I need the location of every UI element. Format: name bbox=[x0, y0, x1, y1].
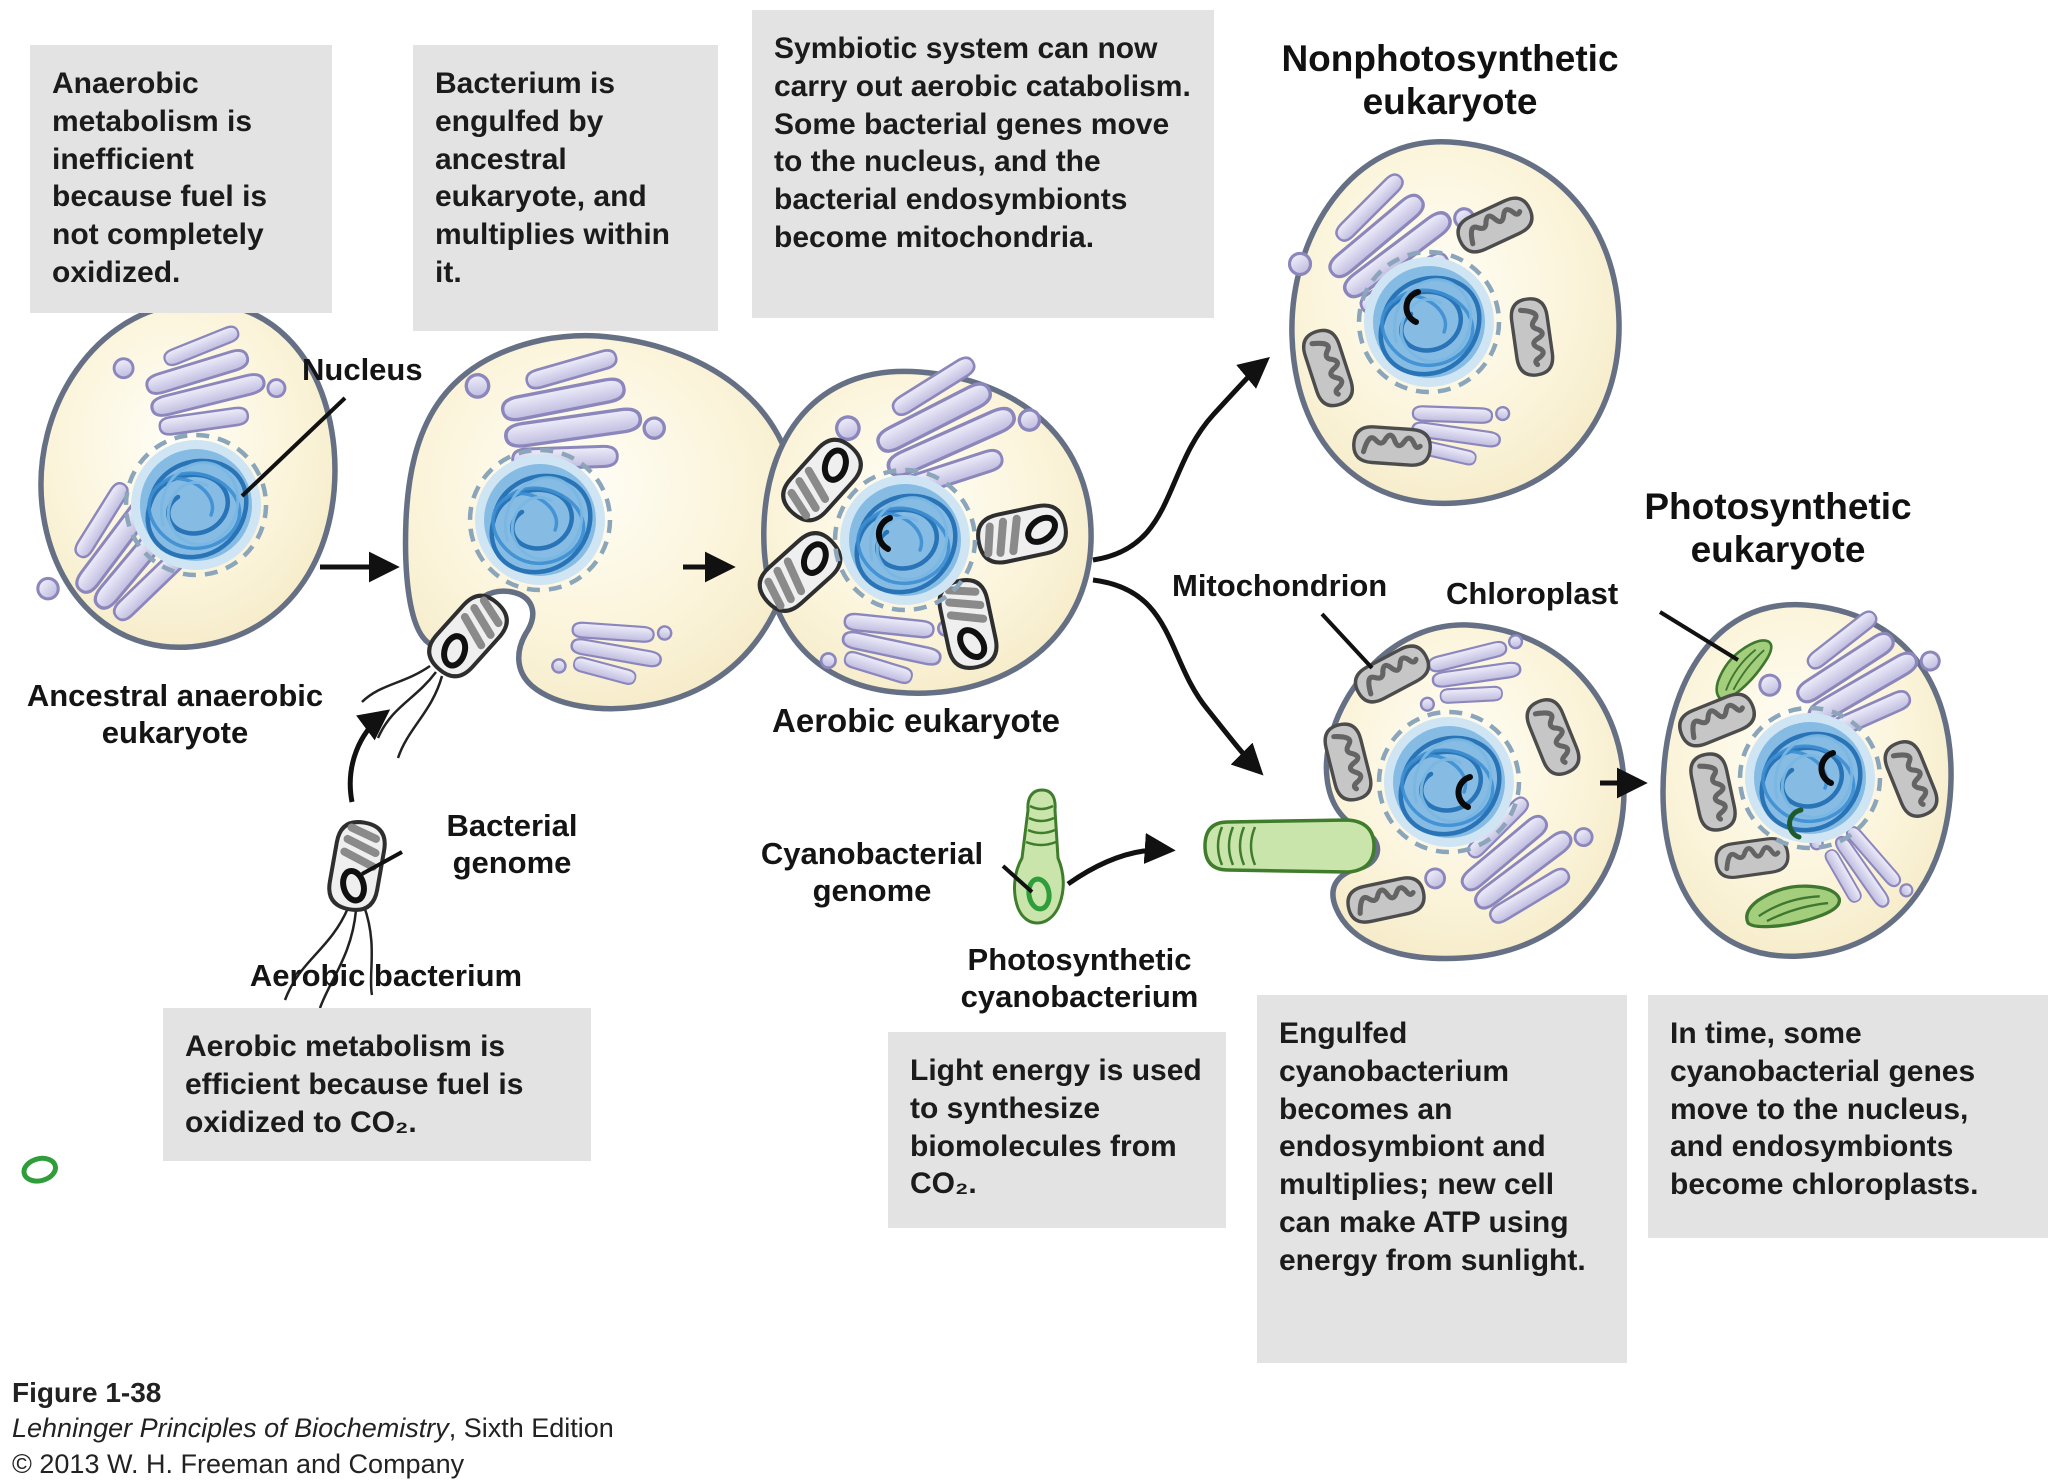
label-aerobic-eukaryote: Aerobic eukaryote bbox=[772, 702, 1060, 739]
callout-anaerobic-metabolism bbox=[30, 45, 332, 313]
callout-text: In time, some cyanobacterial genes move to the nucleus, and endosymbionts become bbox=[1670, 1017, 1976, 1202]
callout-text: Engulfed cyanobacterium becomes an endosymbiont and multiplies; new cell can make ATP using energy from sunlight. bbox=[1279, 1017, 1586, 1277]
callout-text: Aerobic metabolism is efficient because fuel is oxidized to CO₂. bbox=[185, 1030, 524, 1139]
figure-caption bbox=[12, 1374, 614, 1483]
nucleus-graphic bbox=[126, 435, 266, 575]
arrow-cyanobacterium-engulf bbox=[1068, 850, 1168, 884]
cyanobacterial-genome-graphic bbox=[22, 1155, 58, 1184]
callout-symbiotic-system bbox=[752, 10, 1214, 318]
callout-text: Bacterium is engulfed by ancestral eukaryote, and multiplies within it. bbox=[435, 67, 671, 289]
callout-bold-word: chloroplasts. bbox=[1791, 1168, 1979, 1202]
label-ancestral-anaerobic-eukaryote: Ancestral anaerobic eukaryote bbox=[26, 678, 324, 750]
label-aerobic-bacterium: Aerobic bacterium bbox=[249, 958, 523, 993]
flagella bbox=[362, 666, 442, 758]
callout-engulfed-cyanobacterium bbox=[1257, 995, 1627, 1363]
figure-copyright: © 2013 W. H. Freeman and Company bbox=[12, 1449, 465, 1480]
label-cyanobacterial-genome: Cyanobacterial genome bbox=[760, 836, 984, 908]
callout-aerobic-metabolism bbox=[163, 1008, 591, 1161]
label-bacterial-genome: Bacterial genome bbox=[446, 808, 578, 880]
arrow-bacterium-engulf bbox=[350, 714, 384, 802]
cell-aerobic-eukaryote bbox=[751, 338, 1091, 693]
figure-source bbox=[12, 1411, 614, 1447]
callout-text: Symbiotic system can now carry out aerobic catabolism. Some bacterial genes move to the nucleus, and the bacterial endosymbionts become bbox=[774, 32, 1191, 254]
callout-in-time bbox=[1648, 995, 2048, 1238]
label-nucleus: Nucleus bbox=[302, 352, 423, 387]
cell-ancestral-anaerobic-eukaryote bbox=[25, 302, 335, 653]
label-mitochondrion: Mitochondrion bbox=[1172, 568, 1388, 603]
photosynthetic-cyanobacterium-graphic bbox=[1015, 790, 1064, 923]
nucleus-graphic bbox=[470, 450, 610, 590]
callout-text: Light energy is used to synthesize biomolecules from CO₂. bbox=[910, 1054, 1202, 1201]
arrow-branch-down bbox=[1093, 580, 1258, 770]
book-title: Lehninger Principles of Biochemistry bbox=[12, 1413, 449, 1444]
cell-engulfing-bacterium bbox=[362, 336, 796, 758]
title-photosynthetic-eukaryote: Photosynthetic eukaryote bbox=[1644, 486, 1912, 570]
title-nonphotosynthetic-eukaryote: Nonphotosynthetic eukaryote bbox=[1281, 38, 1619, 122]
cell-photosynthetic-eukaryote bbox=[1663, 591, 1952, 957]
callout-text: Anaerobic metabolism is inefficient because fuel is not completely oxidized. bbox=[52, 67, 268, 289]
callout-bold-word: mitochondria. bbox=[895, 220, 1095, 254]
cell-nonphotosynthetic-eukaryote bbox=[1279, 142, 1619, 504]
callout-light-energy bbox=[888, 1032, 1226, 1228]
label-chloroplast: Chloroplast bbox=[1446, 576, 1619, 611]
mitochondrion-pointer bbox=[1322, 614, 1372, 668]
figure-number: Figure 1-38 bbox=[12, 1377, 162, 1408]
mitochondrion-graphic bbox=[1353, 426, 1432, 467]
label-photosynthetic-cyanobacterium: Photosynthetic cyanobacterium bbox=[960, 942, 1199, 1014]
arrow-branch-up bbox=[1093, 362, 1264, 560]
callout-bacterium-engulfed bbox=[413, 45, 718, 331]
book-edition: , Sixth Edition bbox=[448, 1413, 614, 1444]
